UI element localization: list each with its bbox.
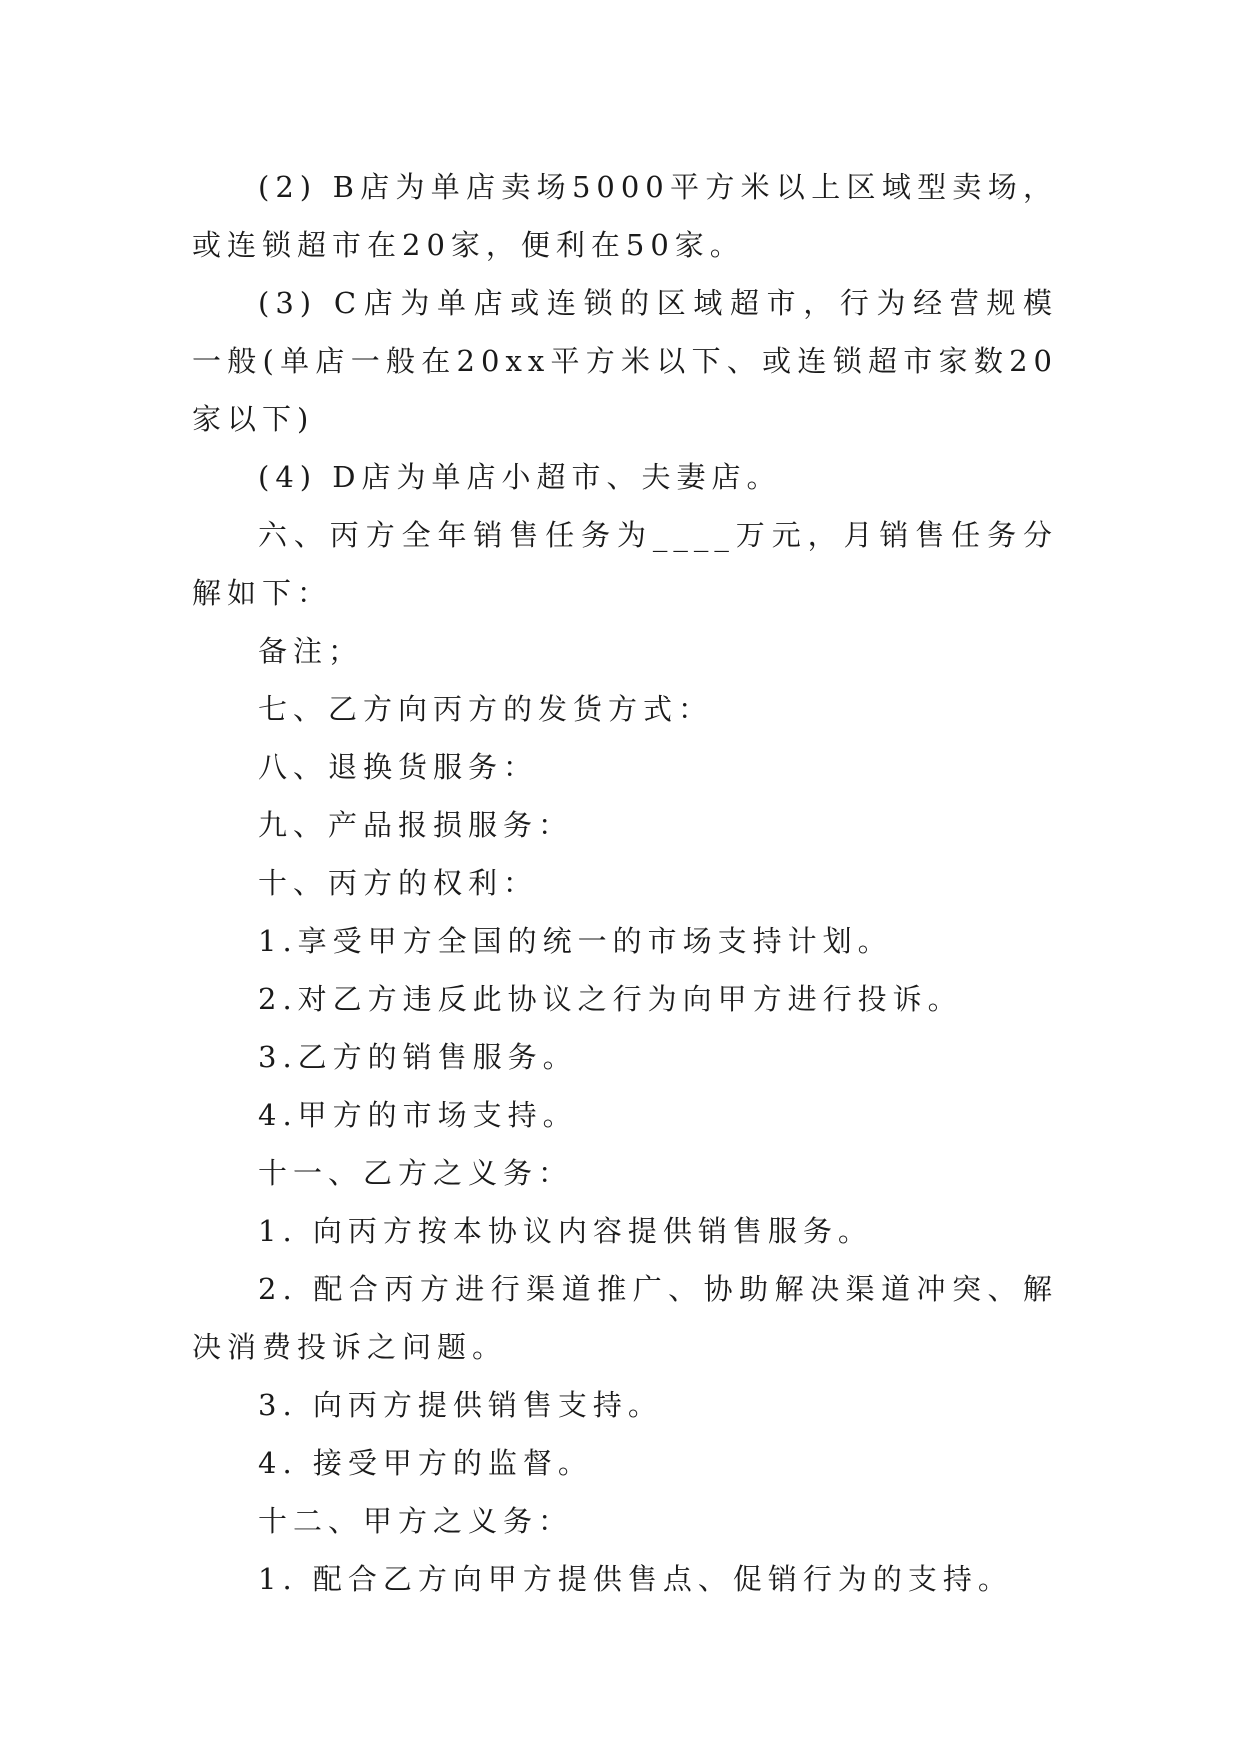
document-body <box>192 158 1058 1608</box>
section-heading-party-b-obligations: 十一、乙方之义务： <box>258 1156 574 1190</box>
list-item-a-obligation-1: 1. 配合乙方向甲方提供售点、促销行为的支持。 <box>258 1562 1013 1596</box>
list-item-rights-1: 1.享受甲方全国的统一的市场支持计划。 <box>258 924 893 958</box>
list-item-rights-4: 4.甲方的市场支持。 <box>258 1098 578 1132</box>
list-item-rights-2: 2.对乙方违反此协议之行为向甲方进行投诉。 <box>258 982 963 1016</box>
list-item-b-obligation-1: 1. 向丙方按本协议内容提供销售服务。 <box>258 1214 873 1248</box>
paragraph-store-b: (2) B店为单店卖场5000平方米以上区域型卖场，或连锁超市在20家，便利在50家。 <box>192 170 1058 262</box>
section-heading-party-c-rights: 十、丙方的权利： <box>258 866 539 900</box>
section-heading-party-a-obligations: 十二、甲方之义务： <box>258 1504 574 1538</box>
paragraph-remarks: 备注； <box>258 634 364 668</box>
section-heading-returns: 八、退换货服务： <box>258 750 539 784</box>
list-item-b-obligation-3: 3. 向丙方提供销售支持。 <box>258 1388 663 1422</box>
list-item-rights-3: 3.乙方的销售服务。 <box>258 1040 578 1074</box>
section-heading-shipping: 七、乙方向丙方的发货方式： <box>258 692 714 726</box>
paragraph-store-d: (4) D店为单店小超市、夫妻店。 <box>258 460 782 494</box>
section-heading-damage: 九、产品报损服务： <box>258 808 574 842</box>
paragraph-sales-target: 六、丙方全年销售任务为____万元，月销售任务分解如下： <box>192 518 1058 610</box>
list-item-b-obligation-4: 4. 接受甲方的监督。 <box>258 1446 593 1480</box>
list-item-b-obligation-2: 2. 配合丙方进行渠道推广、协助解决渠道冲突、解决消费投诉之问题。 <box>192 1272 1058 1364</box>
paragraph-store-c: (3) C店为单店或连锁的区域超市，行为经营规模一般(单店一般在20xx平方米以下、或连锁超市家数20家以下) <box>192 286 1058 436</box>
